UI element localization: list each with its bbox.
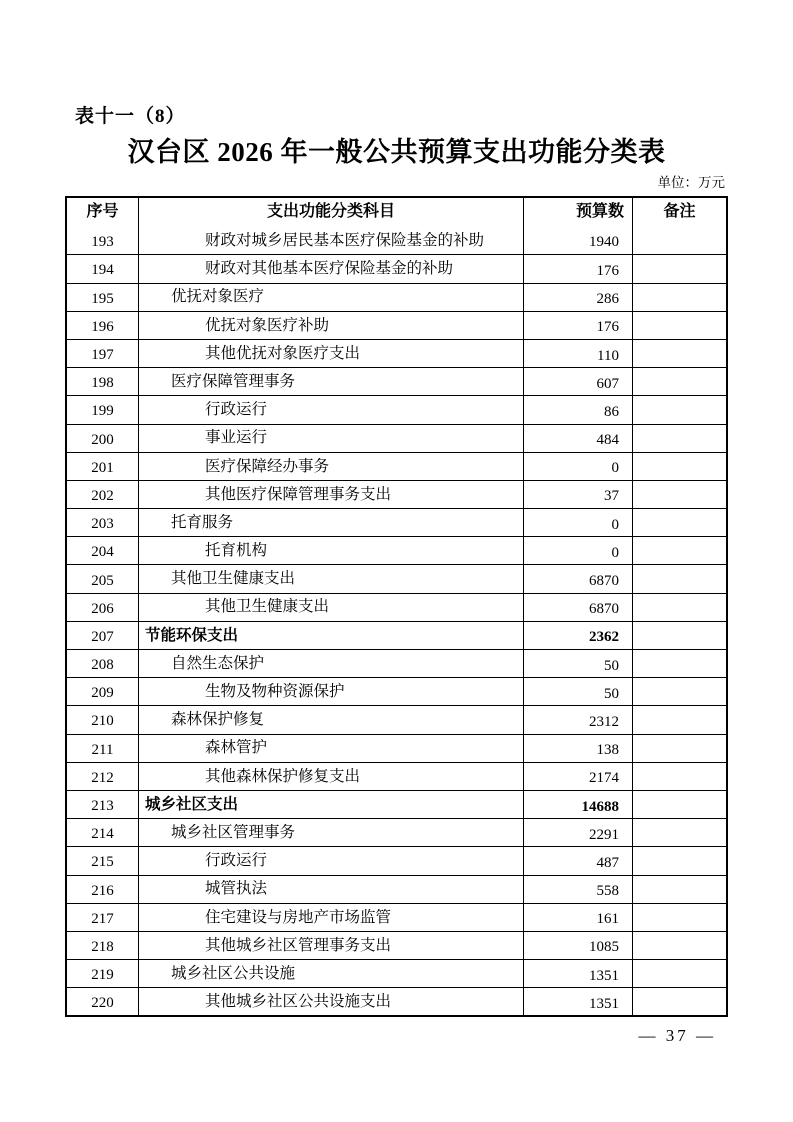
row-remark <box>633 594 726 621</box>
row-budget-value: 1085 <box>524 932 633 959</box>
row-subject: 自然生态保护 <box>139 650 524 677</box>
row-remark <box>633 312 726 339</box>
row-subject: 托育机构 <box>139 537 524 564</box>
row-subject: 城乡社区支出 <box>139 791 524 818</box>
row-budget-value: 14688 <box>524 791 633 818</box>
row-budget-value: 110 <box>524 340 633 367</box>
table-row <box>67 367 726 395</box>
table-row <box>67 959 726 987</box>
row-subject: 住宅建设与房地产市场监管 <box>139 904 524 931</box>
header-subject: 支出功能分类科目 <box>139 198 524 226</box>
row-budget-value: 0 <box>524 537 633 564</box>
table-row <box>67 649 726 677</box>
row-serial-number: 201 <box>67 453 139 480</box>
row-remark <box>633 678 726 705</box>
row-serial-number: 195 <box>67 284 139 311</box>
row-remark <box>633 819 726 846</box>
row-subject: 其他医疗保障管理事务支出 <box>139 481 524 508</box>
row-subject: 托育服务 <box>139 509 524 536</box>
row-remark <box>633 650 726 677</box>
row-budget-value: 2291 <box>524 819 633 846</box>
row-subject: 其他优抚对象医疗支出 <box>139 340 524 367</box>
row-remark <box>633 340 726 367</box>
row-subject: 行政运行 <box>139 396 524 423</box>
page-title: 汉台区 2026 年一般公共预算支出功能分类表 <box>127 137 666 167</box>
table-row <box>67 339 726 367</box>
row-serial-number: 193 <box>67 226 139 254</box>
table-row <box>67 311 726 339</box>
row-subject: 城乡社区管理事务 <box>139 819 524 846</box>
row-serial-number: 217 <box>67 904 139 931</box>
row-subject: 城管执法 <box>139 876 524 903</box>
row-budget-value: 1940 <box>524 226 633 254</box>
row-serial-number: 209 <box>67 678 139 705</box>
row-budget-value: 86 <box>524 396 633 423</box>
table-row <box>67 283 726 311</box>
row-budget-value: 0 <box>524 509 633 536</box>
row-subject: 其他卫生健康支出 <box>139 565 524 592</box>
table-row <box>67 564 726 592</box>
row-remark <box>633 481 726 508</box>
row-remark <box>633 396 726 423</box>
row-serial-number: 213 <box>67 791 139 818</box>
row-serial-number: 220 <box>67 988 139 1015</box>
table-row <box>67 846 726 874</box>
table-row <box>67 677 726 705</box>
row-budget-value: 1351 <box>524 988 633 1015</box>
row-remark <box>633 509 726 536</box>
row-serial-number: 211 <box>67 735 139 762</box>
row-remark <box>633 763 726 790</box>
row-serial-number: 207 <box>67 622 139 649</box>
row-budget-value: 6870 <box>524 594 633 621</box>
table-row <box>67 508 726 536</box>
row-budget-value: 50 <box>524 650 633 677</box>
row-remark <box>633 960 726 987</box>
row-budget-value: 2312 <box>524 706 633 733</box>
row-subject: 医疗保障经办事务 <box>139 453 524 480</box>
row-budget-value: 138 <box>524 735 633 762</box>
row-budget-value: 2362 <box>524 622 633 649</box>
row-serial-number: 197 <box>67 340 139 367</box>
table-row <box>67 790 726 818</box>
row-budget-value: 6870 <box>524 565 633 592</box>
row-budget-value: 1351 <box>524 960 633 987</box>
table-row <box>67 480 726 508</box>
table-row <box>67 452 726 480</box>
table-row <box>67 762 726 790</box>
unit-note: 单位：万元 <box>657 175 725 190</box>
table-row <box>67 593 726 621</box>
row-serial-number: 203 <box>67 509 139 536</box>
table-body <box>67 226 726 1015</box>
row-subject: 医疗保障管理事务 <box>139 368 524 395</box>
row-remark <box>633 255 726 282</box>
row-subject: 事业运行 <box>139 425 524 452</box>
row-serial-number: 208 <box>67 650 139 677</box>
row-subject: 优抚对象医疗补助 <box>139 312 524 339</box>
header-serial-number: 序号 <box>67 198 139 226</box>
row-serial-number: 196 <box>67 312 139 339</box>
row-remark <box>633 735 726 762</box>
page-number: — 37 — <box>638 1026 716 1045</box>
row-serial-number: 218 <box>67 932 139 959</box>
row-subject: 森林保护修复 <box>139 706 524 733</box>
row-remark <box>633 706 726 733</box>
row-serial-number: 216 <box>67 876 139 903</box>
row-serial-number: 199 <box>67 396 139 423</box>
row-serial-number: 194 <box>67 255 139 282</box>
table-row <box>67 734 726 762</box>
row-serial-number: 205 <box>67 565 139 592</box>
row-serial-number: 198 <box>67 368 139 395</box>
budget-table <box>65 196 728 1017</box>
row-remark <box>633 425 726 452</box>
row-subject: 其他城乡社区管理事务支出 <box>139 932 524 959</box>
row-budget-value: 161 <box>524 904 633 931</box>
row-budget-value: 176 <box>524 312 633 339</box>
row-subject: 其他森林保护修复支出 <box>139 763 524 790</box>
table-row <box>67 903 726 931</box>
table-label: 表十一（8） <box>75 106 186 127</box>
row-budget-value: 37 <box>524 481 633 508</box>
row-budget-value: 286 <box>524 284 633 311</box>
row-budget-value: 0 <box>524 453 633 480</box>
row-remark <box>633 876 726 903</box>
row-serial-number: 206 <box>67 594 139 621</box>
row-subject: 城乡社区公共设施 <box>139 960 524 987</box>
row-budget-value: 50 <box>524 678 633 705</box>
row-subject: 其他卫生健康支出 <box>139 594 524 621</box>
table-row <box>67 536 726 564</box>
row-budget-value: 2174 <box>524 763 633 790</box>
row-remark <box>633 932 726 959</box>
row-budget-value: 607 <box>524 368 633 395</box>
row-remark <box>633 565 726 592</box>
row-remark <box>633 847 726 874</box>
table-row <box>67 254 726 282</box>
row-subject: 优抚对象医疗 <box>139 284 524 311</box>
table-row <box>67 987 726 1015</box>
row-serial-number: 202 <box>67 481 139 508</box>
row-serial-number: 219 <box>67 960 139 987</box>
row-subject: 其他城乡社区公共设施支出 <box>139 988 524 1015</box>
row-subject: 财政对城乡居民基本医疗保险基金的补助 <box>139 226 524 254</box>
row-budget-value: 487 <box>524 847 633 874</box>
row-remark <box>633 284 726 311</box>
row-remark <box>633 453 726 480</box>
row-subject: 节能环保支出 <box>139 622 524 649</box>
row-serial-number: 200 <box>67 425 139 452</box>
row-subject: 行政运行 <box>139 847 524 874</box>
row-subject: 生物及物种资源保护 <box>139 678 524 705</box>
row-remark <box>633 988 726 1015</box>
table-row <box>67 875 726 903</box>
table-row <box>67 705 726 733</box>
header-budget: 预算数 <box>524 198 633 226</box>
row-budget-value: 558 <box>524 876 633 903</box>
row-remark <box>633 368 726 395</box>
table-row <box>67 621 726 649</box>
table-row <box>67 424 726 452</box>
table-row <box>67 818 726 846</box>
row-subject: 财政对其他基本医疗保险基金的补助 <box>139 255 524 282</box>
row-serial-number: 212 <box>67 763 139 790</box>
row-remark <box>633 622 726 649</box>
table-row <box>67 226 726 254</box>
row-serial-number: 210 <box>67 706 139 733</box>
row-subject: 森林管护 <box>139 735 524 762</box>
table-row <box>67 931 726 959</box>
row-serial-number: 214 <box>67 819 139 846</box>
table-row <box>67 395 726 423</box>
header-remark: 备注 <box>663 203 696 221</box>
row-remark <box>633 226 726 254</box>
row-budget-value: 176 <box>524 255 633 282</box>
row-budget-value: 484 <box>524 425 633 452</box>
table-header-row <box>67 198 726 226</box>
row-serial-number: 215 <box>67 847 139 874</box>
row-serial-number: 204 <box>67 537 139 564</box>
row-remark <box>633 537 726 564</box>
row-remark <box>633 904 726 931</box>
row-remark <box>633 791 726 818</box>
